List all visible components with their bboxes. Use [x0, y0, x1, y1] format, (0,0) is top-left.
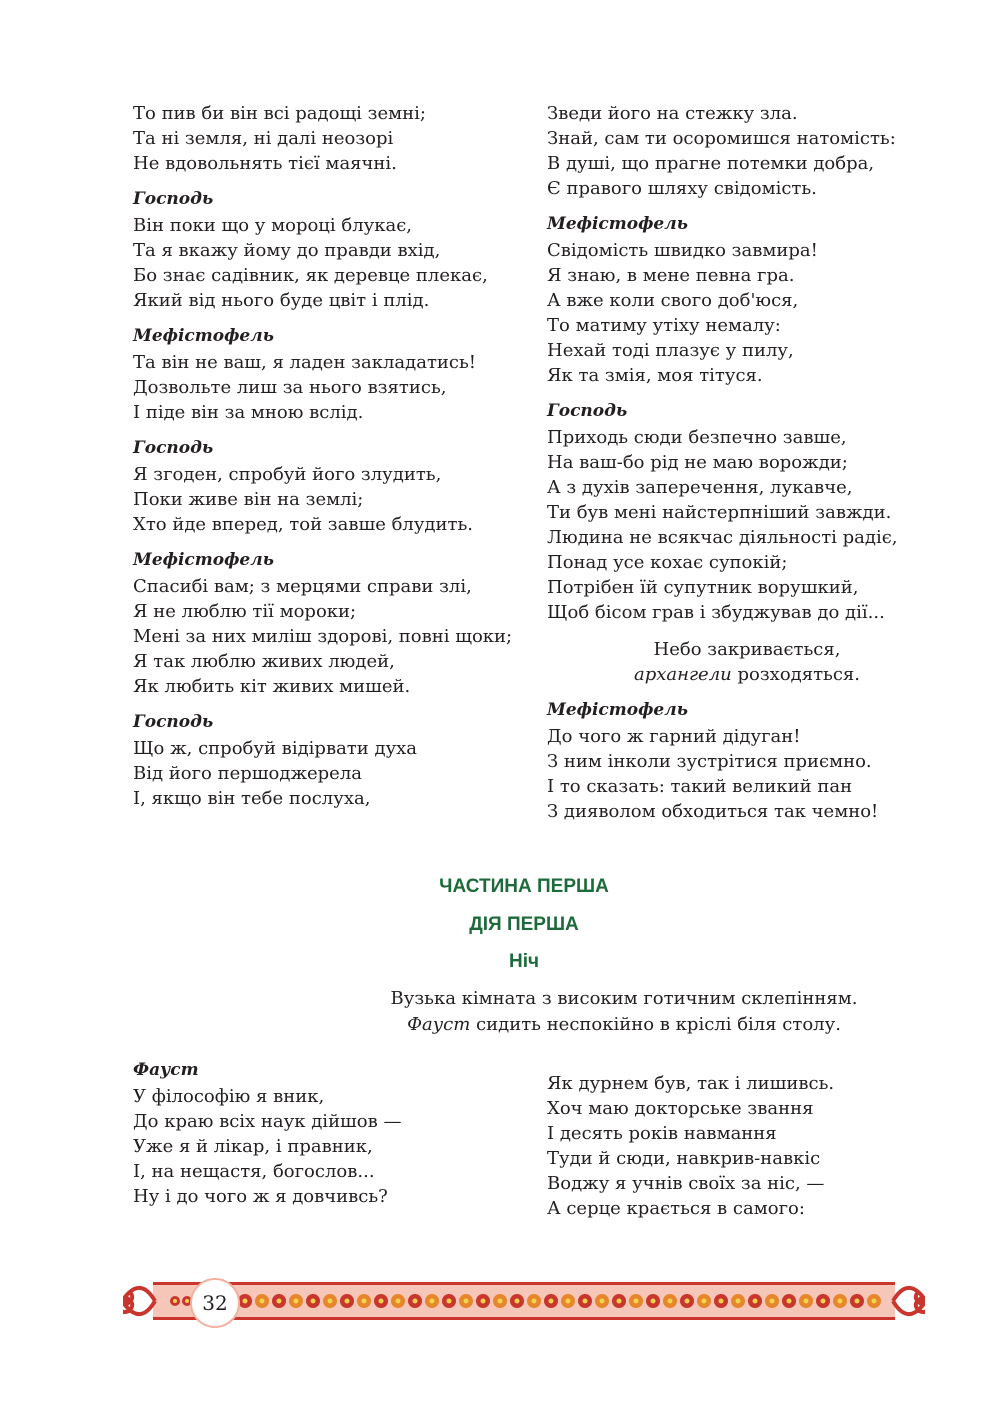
folk-ornament-border-icon: [123, 1270, 925, 1332]
stage-direction-line: [547, 662, 947, 687]
verse-line: Ну і до чого ж я довчивсь?: [133, 1186, 388, 1207]
verse-line: Свідомість швидко завмира!: [547, 240, 818, 261]
verse-line: І десять років навмання: [547, 1123, 777, 1144]
character-name: Фауст: [407, 1014, 471, 1035]
verse-line: Знай, сам ти осоромишся натомість:: [547, 128, 896, 149]
speaker-name: Господь: [133, 712, 214, 732]
stage-direction-line: [200, 1012, 998, 1038]
verse-line: Щоб бісом грав і збуджував до дії...: [547, 602, 885, 623]
stage-direction-line: Небо закривається,: [653, 639, 841, 660]
poem-column-left-top: [133, 101, 533, 811]
verse-line: З дияволом обходиться так чемно!: [547, 801, 879, 822]
verse-line: Воджу я учнів своїх за ніс, —: [547, 1173, 825, 1194]
verse-line: А серце крається в самого:: [547, 1198, 805, 1219]
verse-line: Зведи його на стежку зла.: [547, 103, 798, 124]
verse-line: Я знаю, в мене певна гра.: [547, 265, 795, 286]
verse-line: З ним інколи зустрітися приємно.: [547, 751, 872, 772]
verse-line: Мені за них миліш здорові, повні щоки;: [133, 626, 513, 647]
verse-line: Хоч маю докторське звання: [547, 1098, 814, 1119]
verse-line: Я не люблю тії мороки;: [133, 601, 357, 622]
character-name: архангели: [633, 664, 732, 685]
verse-line: Та я вкажу йому до правди вхід,: [133, 240, 441, 261]
page-number: 32: [190, 1278, 240, 1328]
poem-column-right-bottom: [547, 1071, 947, 1221]
poem-column-left-bottom: [133, 1058, 533, 1209]
stage-direction: [547, 637, 947, 687]
verse-line: Потрібен їй супутник ворушкий,: [547, 577, 859, 598]
verse-line: Як любить кіт живих мишей.: [133, 676, 411, 697]
verse-line: Приходь сюди безпечно завше,: [547, 427, 847, 448]
verse-line: Нехай тоді плазує у пилу,: [547, 340, 794, 361]
verse-line: Що ж, спробуй відірвати духа: [133, 738, 418, 759]
verse-line: Я так люблю живих людей,: [133, 651, 395, 672]
verse-line: Людина не всякчас діяльності радіє,: [547, 527, 898, 548]
verse-line: А вже коли свого доб'юся,: [547, 290, 799, 311]
verse-line: Спасибі вам; з мерцями справи злі,: [133, 576, 472, 597]
speaker-name: Фауст: [133, 1060, 199, 1080]
verse-line: Та він не ваш, я ладен закладатись!: [133, 352, 477, 373]
verse-line: Бо знає садівник, як деревце плекає,: [133, 265, 488, 286]
speaker-name: Мефістофель: [547, 214, 688, 234]
verse-line: Дозвольте лиш за нього взятись,: [133, 377, 447, 398]
verse-line: Туди й сюди, навкрив-навкіс: [547, 1148, 821, 1169]
act-heading: ДІЯ ПЕРША: [469, 914, 579, 935]
verse-line: І то сказать: такий великий пан: [547, 776, 853, 797]
verse-line: Який від нього буде цвіт і плід.: [133, 290, 430, 311]
verse-line: Уже я й лікар, і правник,: [133, 1136, 373, 1157]
stage-direction-text: сидить неспокійно в кріслі біля столу.: [470, 1014, 841, 1035]
scene-heading: Ніч: [508, 951, 540, 972]
verse-line: Від його першоджерела: [133, 763, 362, 784]
verse-line: Понад усе кохає супокій;: [547, 552, 788, 573]
verse-line: В душі, що прагне потемки добра,: [547, 153, 875, 174]
verse-line: Не вдовольнять тієї маячні.: [133, 153, 397, 174]
speaker-name: Господь: [547, 401, 628, 421]
stage-direction-intro: [200, 986, 998, 1038]
verse-line: Я згоден, спробуй його злудить,: [133, 464, 442, 485]
speaker-name: Господь: [133, 438, 214, 458]
speaker-name: Мефістофель: [133, 326, 274, 346]
verse-line: До краю всіх наук дійшов —: [133, 1111, 402, 1132]
verse-line: Хто йде вперед, той завше блудить.: [133, 514, 473, 535]
speaker-name: Господь: [133, 189, 214, 209]
verse-line: То матиму утіху немалу:: [547, 315, 781, 336]
stage-direction-text: розходяться.: [731, 664, 861, 685]
verse-line: Ти був мені найстерпніший завжди.: [547, 502, 892, 523]
verse-line: До чого ж гарний дідуган!: [547, 726, 801, 747]
verse-line: А з духів заперечення, лукавче,: [547, 477, 853, 498]
verse-line: Поки живе він на землі;: [133, 489, 364, 510]
verse-line: Є правого шляху свідомість.: [547, 178, 817, 199]
part-heading: ЧАСТИНА ПЕРША: [439, 876, 609, 897]
verse-line: Він поки що у мороці блукає,: [133, 215, 413, 236]
verse-line: І, якщо він тебе послуха,: [133, 788, 371, 809]
verse-line: У філософію я вник,: [133, 1086, 325, 1107]
stage-direction-line: Вузька кімната з високим готичним склепінням.: [390, 988, 858, 1009]
verse-line: Як дурнем був, так і лишивсь.: [547, 1073, 835, 1094]
verse-line: На ваш-бо рід не маю ворожди;: [547, 452, 848, 473]
verse-line: І, на нещастя, богослов...: [133, 1161, 375, 1182]
poem-column-right-top: [547, 101, 947, 824]
verse-line: Як та змія, моя тітуся.: [547, 365, 763, 386]
speaker-name: Мефістофель: [547, 700, 688, 720]
verse-line: І піде він за мною вслід.: [133, 402, 364, 423]
verse-line: То пив би він всі радощі земні;: [133, 103, 426, 124]
verse-line: Та ні земля, ні далі неозорі: [133, 128, 394, 149]
speaker-name: Мефістофель: [133, 550, 274, 570]
